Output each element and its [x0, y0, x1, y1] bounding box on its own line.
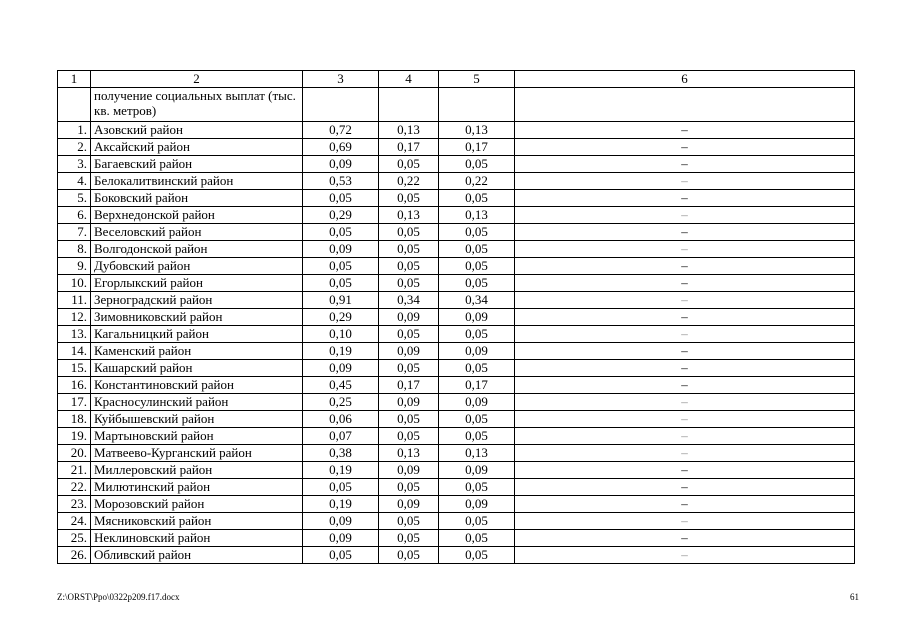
- value-col4: 0,22: [379, 173, 439, 190]
- value-col5: 0,22: [439, 173, 515, 190]
- table-row: [58, 343, 855, 360]
- value-col4: 0,05: [379, 241, 439, 258]
- value-col3: 0,10: [303, 326, 379, 343]
- district-name: Дубовский район: [91, 258, 303, 275]
- district-name: Константиновский район: [91, 377, 303, 394]
- value-col6: –: [515, 258, 855, 275]
- district-name: Каменский район: [91, 343, 303, 360]
- district-name: Багаевский район: [91, 156, 303, 173]
- value-col6: –: [515, 275, 855, 292]
- row-number: 6.: [58, 207, 91, 224]
- value-col3: 0,06: [303, 411, 379, 428]
- value-col3: 0,38: [303, 445, 379, 462]
- value-col6: –: [515, 428, 855, 445]
- table-row: [58, 547, 855, 564]
- value-col3: 0,05: [303, 479, 379, 496]
- table-row: [58, 275, 855, 292]
- value-col4: 0,05: [379, 258, 439, 275]
- value-col5: 0,05: [439, 258, 515, 275]
- row-number: 13.: [58, 326, 91, 343]
- value-col5: 0,13: [439, 445, 515, 462]
- district-name: Кашарский район: [91, 360, 303, 377]
- value-col4: 0,05: [379, 479, 439, 496]
- value-col6: –: [515, 496, 855, 513]
- value-col5: 0,13: [439, 207, 515, 224]
- value-col5: 0,13: [439, 122, 515, 139]
- value-col3: 0,69: [303, 139, 379, 156]
- value-col4: 0,09: [379, 343, 439, 360]
- value-col3: 0,09: [303, 241, 379, 258]
- row-number: 21.: [58, 462, 91, 479]
- value-col5: 0,17: [439, 139, 515, 156]
- district-name: Аксайский район: [91, 139, 303, 156]
- value-col6: –: [515, 394, 855, 411]
- value-col3: 0,09: [303, 156, 379, 173]
- value-col5: 0,05: [439, 360, 515, 377]
- value-col4: 0,09: [379, 309, 439, 326]
- district-name: Обливский район: [91, 547, 303, 564]
- value-col6: –: [515, 360, 855, 377]
- value-col3: 0,53: [303, 173, 379, 190]
- table-row: [58, 530, 855, 547]
- value-col6: –: [515, 326, 855, 343]
- value-col4: 0,09: [379, 394, 439, 411]
- row-number: 8.: [58, 241, 91, 258]
- table-row: [58, 428, 855, 445]
- header-cell: 4: [379, 71, 439, 88]
- district-name: Боковский район: [91, 190, 303, 207]
- table-row: [58, 173, 855, 190]
- value-col3: 0,19: [303, 462, 379, 479]
- table-row: [58, 292, 855, 309]
- table-row: [58, 513, 855, 530]
- table-row: [58, 394, 855, 411]
- value-col4: 0,17: [379, 377, 439, 394]
- value-col5: 0,05: [439, 224, 515, 241]
- district-name: Милютинский район: [91, 479, 303, 496]
- row-number: 4.: [58, 173, 91, 190]
- value-col4: 0,09: [379, 496, 439, 513]
- district-name: Волгодонской район: [91, 241, 303, 258]
- table-row: [58, 156, 855, 173]
- district-name: Куйбышевский район: [91, 411, 303, 428]
- value-col6: –: [515, 207, 855, 224]
- value-col6: –: [515, 530, 855, 547]
- value-col4: 0,17: [379, 139, 439, 156]
- value-col6: –: [515, 377, 855, 394]
- row-number: 26.: [58, 547, 91, 564]
- row-number: 16.: [58, 377, 91, 394]
- empty-cell: [303, 88, 379, 122]
- table-row: [58, 207, 855, 224]
- value-col3: 0,45: [303, 377, 379, 394]
- table-row: [58, 445, 855, 462]
- table-row: [58, 309, 855, 326]
- value-col3: 0,25: [303, 394, 379, 411]
- header-cell: 2: [91, 71, 303, 88]
- table-row: [58, 122, 855, 139]
- row-number: 9.: [58, 258, 91, 275]
- district-name: Красносулинский район: [91, 394, 303, 411]
- value-col4: 0,05: [379, 156, 439, 173]
- value-col4: 0,05: [379, 428, 439, 445]
- value-col5: 0,09: [439, 394, 515, 411]
- value-col4: 0,05: [379, 326, 439, 343]
- value-col3: 0,09: [303, 530, 379, 547]
- district-name: Егорлыкский район: [91, 275, 303, 292]
- district-name: Кагальницкий район: [91, 326, 303, 343]
- value-col5: 0,05: [439, 326, 515, 343]
- row-number: 14.: [58, 343, 91, 360]
- value-col5: 0,09: [439, 462, 515, 479]
- value-col4: 0,13: [379, 122, 439, 139]
- value-col5: 0,05: [439, 411, 515, 428]
- district-name: Мартыновский район: [91, 428, 303, 445]
- district-name: Азовский район: [91, 122, 303, 139]
- value-col4: 0,05: [379, 547, 439, 564]
- value-col3: 0,05: [303, 547, 379, 564]
- value-col4: 0,05: [379, 190, 439, 207]
- value-col4: 0,05: [379, 275, 439, 292]
- continuation-row: [58, 88, 855, 122]
- value-col5: 0,09: [439, 343, 515, 360]
- value-col4: 0,05: [379, 411, 439, 428]
- row-number: 22.: [58, 479, 91, 496]
- row-number: 11.: [58, 292, 91, 309]
- row-number: 19.: [58, 428, 91, 445]
- row-number: 17.: [58, 394, 91, 411]
- value-col5: 0,05: [439, 513, 515, 530]
- value-col6: –: [515, 479, 855, 496]
- row-number: 2.: [58, 139, 91, 156]
- value-col6: –: [515, 122, 855, 139]
- value-col5: 0,05: [439, 547, 515, 564]
- district-name: Миллеровский район: [91, 462, 303, 479]
- value-col5: 0,05: [439, 479, 515, 496]
- row-number: 23.: [58, 496, 91, 513]
- table-row: [58, 479, 855, 496]
- value-col6: –: [515, 156, 855, 173]
- district-name: Зимовниковский район: [91, 309, 303, 326]
- empty-cell: [439, 88, 515, 122]
- value-col6: –: [515, 173, 855, 190]
- value-col4: 0,05: [379, 530, 439, 547]
- table-row: [58, 224, 855, 241]
- row-number: 25.: [58, 530, 91, 547]
- district-name: Верхнедонской район: [91, 207, 303, 224]
- value-col3: 0,05: [303, 258, 379, 275]
- value-col5: 0,05: [439, 275, 515, 292]
- header-row: [58, 71, 855, 88]
- value-col5: 0,05: [439, 190, 515, 207]
- value-col4: 0,13: [379, 207, 439, 224]
- data-table: [57, 70, 855, 564]
- table-row: [58, 411, 855, 428]
- row-number: 10.: [58, 275, 91, 292]
- value-col6: –: [515, 462, 855, 479]
- header-cell: 5: [439, 71, 515, 88]
- value-col3: 0,09: [303, 513, 379, 530]
- district-name: Матвеево-Курганский район: [91, 445, 303, 462]
- table-row: [58, 377, 855, 394]
- value-col4: 0,05: [379, 224, 439, 241]
- value-col4: 0,05: [379, 360, 439, 377]
- continuation-label: получение социальных выплат (тыс. кв. метров): [91, 88, 303, 122]
- file-path: Z:\ORST\Ppo\0322p209.f17.docx: [57, 592, 180, 602]
- table-row: [58, 139, 855, 156]
- value-col6: –: [515, 292, 855, 309]
- row-number: 5.: [58, 190, 91, 207]
- value-col5: 0,34: [439, 292, 515, 309]
- value-col3: 0,19: [303, 343, 379, 360]
- value-col3: 0,29: [303, 309, 379, 326]
- page-number: 61: [850, 592, 859, 602]
- value-col6: –: [515, 547, 855, 564]
- value-col3: 0,19: [303, 496, 379, 513]
- value-col5: 0,09: [439, 309, 515, 326]
- value-col6: –: [515, 309, 855, 326]
- value-col5: 0,05: [439, 241, 515, 258]
- value-col6: –: [515, 190, 855, 207]
- district-name: Белокалитвинский район: [91, 173, 303, 190]
- row-number: 7.: [58, 224, 91, 241]
- district-name: Неклиновский район: [91, 530, 303, 547]
- value-col5: 0,17: [439, 377, 515, 394]
- value-col5: 0,05: [439, 530, 515, 547]
- value-col3: 0,09: [303, 360, 379, 377]
- value-col4: 0,09: [379, 462, 439, 479]
- value-col6: –: [515, 445, 855, 462]
- row-number: 15.: [58, 360, 91, 377]
- value-col3: 0,07: [303, 428, 379, 445]
- table-row: [58, 326, 855, 343]
- row-number: 18.: [58, 411, 91, 428]
- value-col6: –: [515, 241, 855, 258]
- value-col6: –: [515, 139, 855, 156]
- value-col4: 0,13: [379, 445, 439, 462]
- value-col3: 0,05: [303, 224, 379, 241]
- value-col3: 0,05: [303, 275, 379, 292]
- header-cell: 1: [58, 71, 91, 88]
- value-col3: 0,72: [303, 122, 379, 139]
- row-number: 12.: [58, 309, 91, 326]
- value-col5: 0,05: [439, 156, 515, 173]
- value-col5: 0,09: [439, 496, 515, 513]
- table-row: [58, 190, 855, 207]
- table-row: [58, 360, 855, 377]
- empty-cell: [515, 88, 855, 122]
- value-col5: 0,05: [439, 428, 515, 445]
- district-name: Морозовский район: [91, 496, 303, 513]
- header-cell: 3: [303, 71, 379, 88]
- value-col4: 0,34: [379, 292, 439, 309]
- value-col6: –: [515, 411, 855, 428]
- value-col6: –: [515, 224, 855, 241]
- value-col6: –: [515, 343, 855, 360]
- table-row: [58, 258, 855, 275]
- header-cell: 6: [515, 71, 855, 88]
- value-col6: –: [515, 513, 855, 530]
- district-name: Мясниковский район: [91, 513, 303, 530]
- value-col4: 0,05: [379, 513, 439, 530]
- row-number: 1.: [58, 122, 91, 139]
- value-col3: 0,91: [303, 292, 379, 309]
- table-row: [58, 241, 855, 258]
- row-number: 24.: [58, 513, 91, 530]
- empty-cell: [58, 88, 91, 122]
- value-col3: 0,05: [303, 190, 379, 207]
- row-number: 3.: [58, 156, 91, 173]
- row-number: 20.: [58, 445, 91, 462]
- district-name: Зерноградский район: [91, 292, 303, 309]
- table-row: [58, 496, 855, 513]
- table-row: [58, 462, 855, 479]
- empty-cell: [379, 88, 439, 122]
- value-col3: 0,29: [303, 207, 379, 224]
- district-name: Веселовский район: [91, 224, 303, 241]
